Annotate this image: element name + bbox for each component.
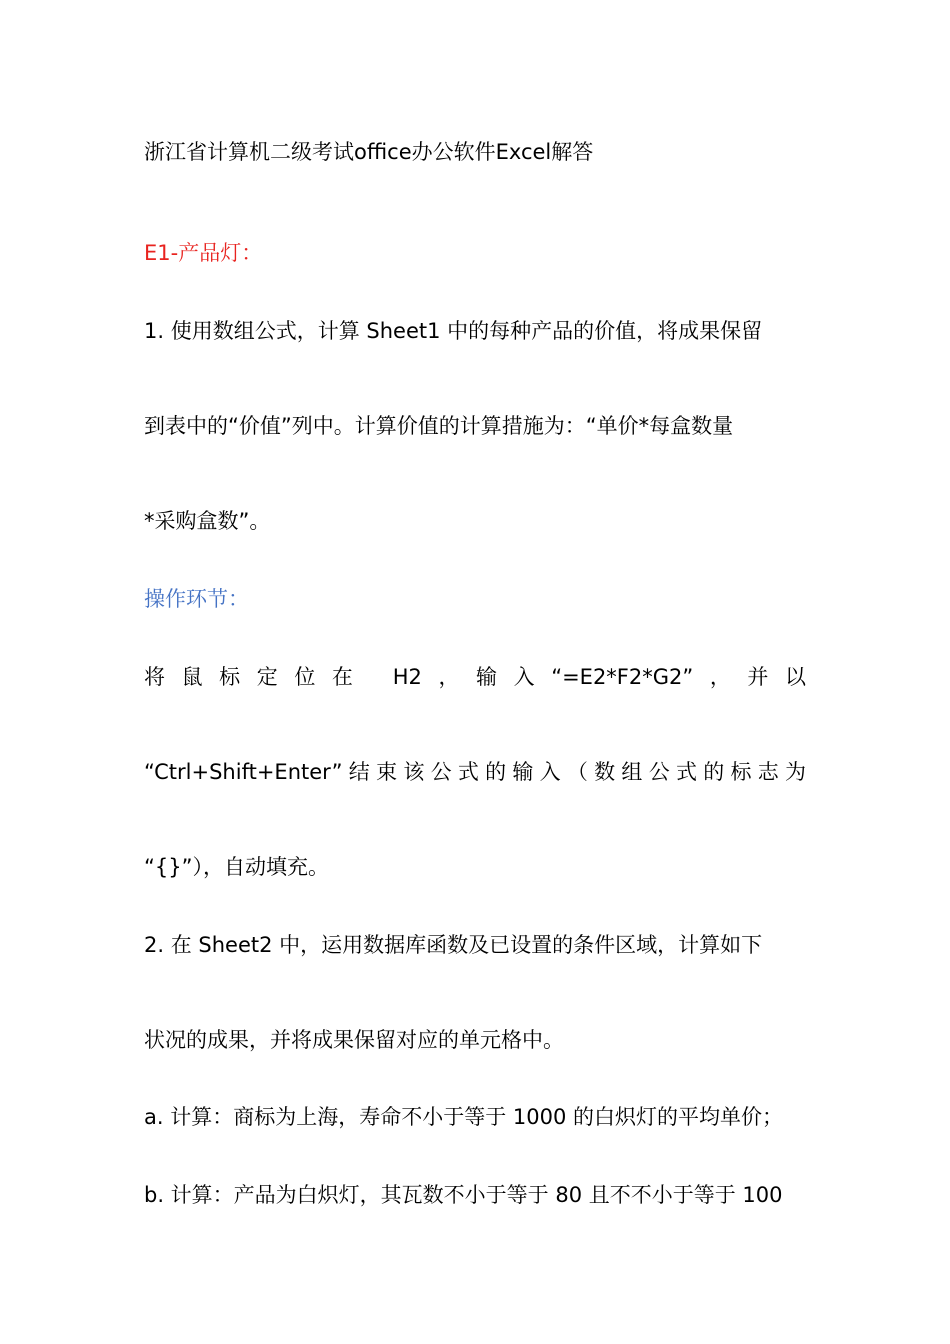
question-1-line-1: 1. 使用数组公式，计算 Sheet1 中的每种产品的价值，将成果保留 (144, 319, 763, 343)
question-2-item-a: a. 计算：商标为上海，寿命不小于等于 1000 的白炽灯的平均单价； (144, 1105, 784, 1129)
steps-line-3: “{}”），自动填充。 (144, 855, 329, 879)
steps-line-2: “Ctrl+Shift+Enter”结束该公式的输入（数组公式的标志为 (144, 760, 806, 784)
section-heading: E1-产品灯： (144, 241, 263, 265)
question-2-item-b: b. 计算：产品为白炽灯，其瓦数不小于等于 80 且不不小于等于 100 (144, 1183, 783, 1207)
question-1-line-3: *采购盒数”。 (144, 509, 271, 533)
steps-line-1: 将鼠标定位在 H2，输入“=E2*F2*G2”，并以 (144, 665, 806, 689)
document-title: 浙江省计算机二级考试office办公软件Excel解答 (144, 140, 594, 164)
question-1-line-2: 到表中的“价值”列中。计算价值的计算措施为：“单价*每盒数量 (144, 414, 734, 438)
question-2-line-1: 2. 在 Sheet2 中，运用数据库函数及已设置的条件区域，计算如下 (144, 933, 763, 957)
steps-heading: 操作环节： (144, 587, 249, 611)
question-2-line-2: 状况的成果，并将成果保留对应的单元格中。 (144, 1028, 564, 1052)
